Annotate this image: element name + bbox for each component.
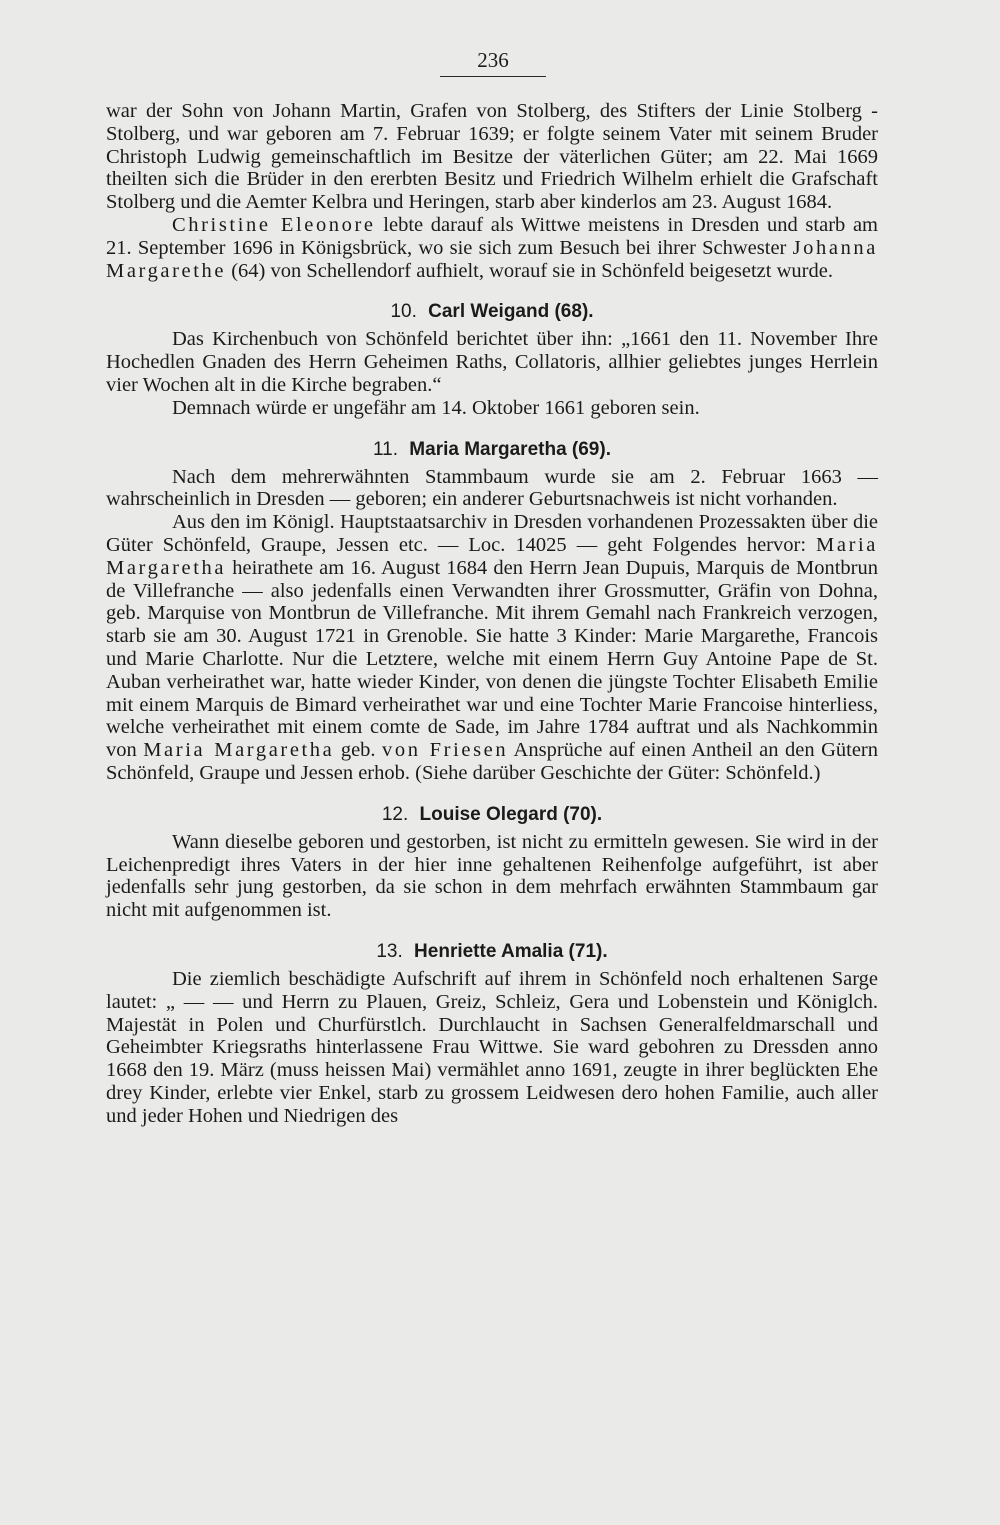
page-body [106,100,878,1127]
section-title: Carl Weigand (68). [428,301,594,323]
section-number: 12. [381,803,409,825]
paragraph: Das Kirchenbuch von Schönfeld berichtet über ihn: „1661 den 11. November Ihre Hochedlen Gnaden des Herrn Geheimen Raths, Collatoris, allhier geliebtes junges Herrlein vier Wochen alt in die Kirche begraben.“ [106,328,878,396]
paragraph-text: heirathete am 16. August 1684 den Herrn Jean Dupuis, Marquis de Montbrun de Villefranche — also jedenfalls einen Verwandten ihrer Grossmutter, Gräfin von Dohna, geb. Marquise von Montbrun de Villefranche. Mit ihrem Gemahl nach Frankreich verzogen, starb sie am 30. August 1721 in Grenoble. Sie hatte 3 Kinder: Marie Margarethe, Francois und Marie Charlotte. Nur die Letztere, welche mit einem Herrn Guy Antoine Pape de St. Auban verheirathet war, hatte wieder Kinder, von denen die jüngste Tochter Elisabeth Emilie mit einem Marquis de Bimard verheirathet war und eine Tochter Marie Francoise hinterliess, welche verheirathet mit einem comte de Sade, im Jahre 1784 auftrat und als Nachkommin von [106,556,878,762]
section-heading [106,300,878,324]
paragraph-text: lebte darauf als Wittwe meistens in Dresden und starb am 21. September 1696 in Königsbrück, wo sie sich zum Besuch bei ihrer Schwester [106,213,878,259]
section-number: 10. [390,301,417,323]
person-name: Christine Eleonore [172,213,376,236]
section-heading [106,803,878,827]
person-name: von Friesen [382,739,509,762]
paragraph: war der Sohn von Johann Martin, Grafen von Stolberg, des Stifters der Linie Stolberg - Stolberg, und war geboren am 7. Februar 1639; er folgte seinem Vater mit seinem Bruder Christoph Ludwig gemeinschaftlich im Besitze der väterlichen Güter; am 22. Mai 1669 theilten sich die Brüder in den ererbten Besitz und Friedrich Wilhelm erhielt die Grafschaft Stolberg und die Aemter Kelbra und Heringen, starb aber kinderlos am 23. August 1684. [106,100,878,214]
paragraph: Demnach würde er ungefähr am 14. Oktober 1661 geboren sein. [172,396,700,419]
paragraph-text: Aus den im Königl. Hauptstaatsarchiv in Dresden vorhandenen Prozessakten über die Güter Schönfeld, Graupe, Jessen etc. — Loc. 14025 — geht Folgendes hervor: [106,511,878,556]
person-name: Maria Margaretha [143,739,335,762]
paragraph: Nach dem mehrerwähnten Stammbaum wurde sie am 2. Februar 1663 — wahrscheinlich in Dresden — geboren; ein anderer Geburtsnachweis ist nicht vorhanden. [106,465,878,511]
section-title: Louise Olegard (70). [419,803,603,825]
paragraph: Wann dieselbe geboren und gestorben, ist nicht zu ermitteln gewesen. Sie wird in der Leichenpredigt ihres Vaters in der hier inne gehaltenen Reihenfolge aufgeführt, ist aber jedenfalls sehr jung gestorben, da sie schon in dem mehrfach erwähnten Stammbaum gar nicht mit aufgenommen ist. [106,830,878,922]
paragraph-text: geb. [334,739,383,762]
section-title: Henriette Amalia (71). [414,940,608,962]
paragraph-text: (64) von Schellendorf aufhielt, worauf sie in Schönfeld beigesetzt wurde. [226,259,833,282]
paragraph [106,214,878,282]
section-title: Maria Margaretha (69). [409,438,611,460]
person-name: Johanna Margarethe [106,236,878,282]
section-heading [106,940,878,964]
person-name: Maria Margaretha [106,533,878,579]
paragraph [106,511,878,785]
paragraph: Die ziemlich beschädigte Aufschrift auf ihrem in Schönfeld noch erhaltenen Sarge lautet: „ — — und Herrn zu Plauen, Greiz, Schleiz, Gera und Lobenstein und Königlch. Majestät in Polen und Churfürstlch. Durchlaucht in Sachsen Generalfeldmarschall und Geheimbter Kriegsraths hinterlassene Frau Wittwe. Sie ward gebohren zu Dressden anno 1668 den 19. März (muss heissen Mai) vermählet anno 1691, zeugte in ihrer beglückten Ehe drey Kinder, erlebte vier Enkel, starb zu grossem Leidwesen dero hohen Familie, auch aller und jeder Hohen und Niedrigen des [106,967,878,1127]
page-number: 236 [440,48,546,77]
section-number: 13. [376,940,403,962]
section-number: 11. [373,438,399,460]
paragraph-text: Ansprüche auf einen Antheil an den Gütern Schönfeld, Graupe und Jessen erhob. (Siehe darüber Geschichte der Güter: Schönfeld.) [106,739,878,784]
section-heading [106,438,878,462]
